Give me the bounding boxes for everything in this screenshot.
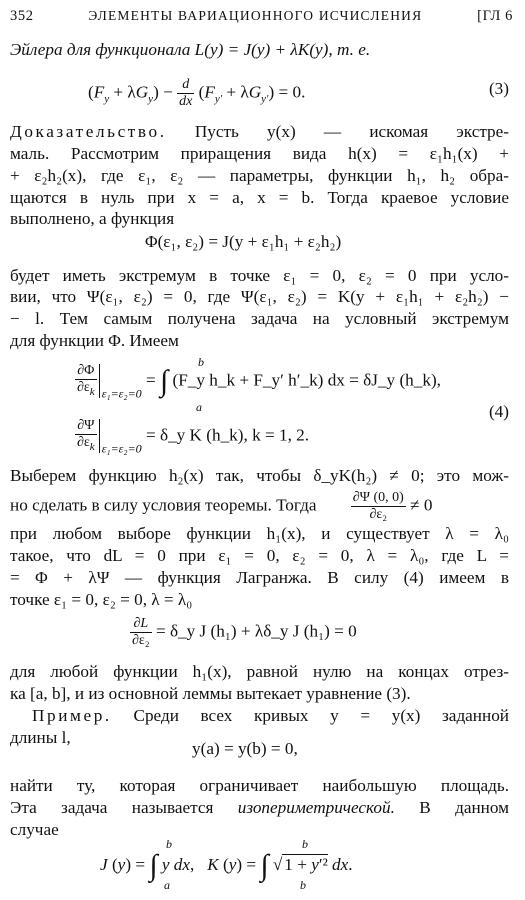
text-line: длины l, — [10, 728, 71, 747]
integral-upper-limit: b — [302, 837, 308, 851]
text-line: щаются в нуль при x = a, x = b. Тогда краевое условие — [10, 188, 509, 207]
text-line: при любом выборе функции h₁(x), и существует λ = λ₀ — [10, 524, 509, 543]
text-line: Выберем функцию h₂(x) так, чтобы δ_yK(h₂) ≠ 0; это мож- — [10, 466, 509, 485]
equation-boundary: y(a) = y(b) = 0, — [192, 739, 298, 758]
text-line: для функции Φ. Имеем — [10, 331, 179, 350]
integral-lower-limit: b — [300, 878, 306, 892]
text-line: найти ту, которая ограничивает наибольшую площадь. — [10, 776, 509, 795]
proof-lead: Доказательство. — [10, 122, 167, 141]
text-line: но сделать в силу условия теоремы. Тогда $\frac{\partial\Psi (0, 0)}{\text{∂ε₂}}$ ≠ 0 — [10, 490, 433, 522]
text-line: такое, что dL = 0 при ε₁ = 0, ε₂ = 0, λ = λ₀, где L = — [10, 546, 509, 565]
equation-functionals: J (y) = ∫ y dx, K (y) = ∫ √ 1 + y′² dx. — [100, 849, 353, 882]
text-line: + ε₂h₂(x), где ε₁, ε₂ — параметры, функции h₁, h₂ обра- — [10, 166, 509, 185]
equation-phi: Φ(ε₁, ε₂) = J(y + ε₁h₁ + ε₂h₂) — [145, 232, 342, 251]
text-line: точке ε₁ = 0, ε₂ = 0, λ = λ₀ — [10, 590, 193, 609]
equation-4b: $\frac{\partial\Psi}{\partial\varepsilon_k}$ $_{\varepsilon_1=\varepsilon_2=0}$ = δ_y K (h_k), k = 1, 2. — [77, 418, 310, 456]
text-line: Эйлера для функционала L(y) = J(y) + λK(y), т. е. — [10, 40, 371, 59]
running-header — [10, 4, 513, 28]
text-line: ка [a, b], и из основной леммы вытекает уравнение (3). — [10, 684, 411, 703]
equation-4a: $\frac{\partial\Phi}{\partial\varepsilon_k}$ $_{\varepsilon_1=\varepsilon_2=0}$ = ∫ (F_y h_k + F_y′ h′_k) dx = δJ_y (h_k), — [77, 363, 441, 401]
integral-upper-limit: b — [166, 837, 172, 851]
text-line: Доказательство. Пусть y(x) — искомая экстре- — [10, 122, 510, 141]
text-line: маль. Рассмотрим приращения вида h(x) = ε₁h₁(x) + — [10, 144, 509, 163]
text-line: Пример. Среди всех кривых y = y(x) заданной — [32, 706, 509, 725]
text-line: = Φ + λΨ — функция Лагранжа. В силу (4) имеем в — [10, 568, 509, 587]
integral-lower-limit: a — [164, 878, 170, 892]
running-title: ЭЛЕМЕНТЫ ВАРИАЦИОННОГО ИСЧИСЛЕНИЯ — [88, 8, 423, 23]
text-line: Эта задача называется изопериметрической. В данном — [10, 798, 510, 817]
integral-upper-limit: b — [198, 355, 204, 369]
text-line: выполнено, а функция — [10, 209, 175, 228]
text-line: для любой функции h₁(x), равной нулю на концах отрез- — [10, 662, 509, 681]
equation-number: (4) — [488, 402, 509, 421]
equation-number: (3) — [488, 79, 509, 98]
example-lead: Пример. — [32, 706, 112, 725]
text-line: − l. Тем самым получена задача на условный экстремум — [10, 309, 509, 328]
chapter-label: [ГЛ 6 — [477, 7, 513, 24]
text-line: случае — [10, 820, 59, 839]
text-line: вии, что Ψ(ε₁, ε₂) = 0, где Ψ(ε₁, ε₂) = K(y + ε₁h₁ + ε₂h₂) − — [10, 287, 509, 306]
equation-lagrange: $\frac{\partial L}{\text{∂ε₂}}$ = δ_y J (h₁) + λδ_y J (h₁) = 0 — [132, 616, 357, 648]
page-number: 352 — [10, 7, 34, 24]
integral-lower-limit: a — [196, 400, 202, 414]
text-line: будет иметь экстремум в точке ε₁ = 0, ε₂ = 0 при усло- — [10, 266, 509, 285]
equation-3: $(F_y + \lambda G_y)$ − $\frac{d}{dx}$ $(F_{y'} + \lambda G_{y'}) = 0$. — [88, 77, 306, 109]
